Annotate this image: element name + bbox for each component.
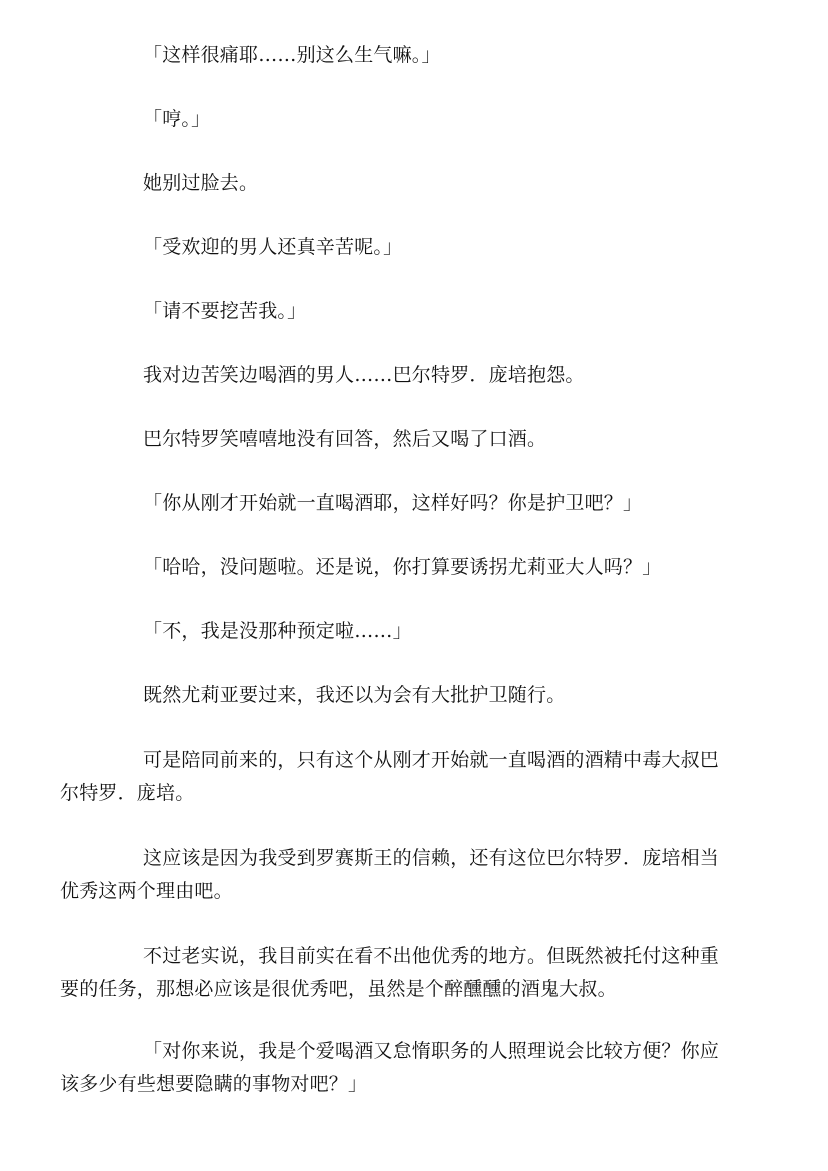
paragraph (143, 487, 642, 520)
paragraph (143, 551, 661, 584)
paragraph (143, 167, 258, 200)
text-line: 「不，我是没那种预定啦……」 (143, 620, 412, 642)
paragraph (60, 1035, 719, 1101)
text-line: 巴尔特罗笑嘻嘻地没有回答，然后又喝了口酒。 (143, 428, 547, 450)
paragraph (143, 359, 585, 392)
paragraph (143, 679, 565, 712)
text-line: 她别过脸去。 (143, 172, 259, 194)
paragraph (60, 940, 719, 1006)
text-line: 「请不要挖苦我。」 (143, 300, 307, 322)
paragraph (143, 615, 412, 648)
text-line: 「你从刚才开始就一直喝酒耶，这样好吗？你是护卫吧？」 (143, 492, 643, 514)
text-line: 「对你来说，我是个爱喝酒又怠惰职务的人照理说会比较方便？你应 (143, 1040, 720, 1062)
text-line: 「受欢迎的男人还真辛苦呢。」 (143, 236, 403, 258)
text-line: 不过老实说，我目前实在看不出他优秀的地方。但既然被托付这种重 (143, 945, 720, 967)
paragraph (143, 295, 306, 328)
text-line: 「这样很痛耶……别这么生气嘛。」 (143, 44, 441, 66)
text-line: 可是陪同前来的，只有这个从刚才开始就一直喝酒的酒精中毒大叔巴 (143, 749, 720, 771)
text-line: 我对边苦笑边喝酒的男人……巴尔特罗．庞培抱怨。 (143, 364, 585, 386)
paragraph (143, 103, 210, 136)
paragraph (143, 231, 402, 264)
paragraph (143, 423, 546, 456)
text-line: 该多少有些想要隐瞒的事物对吧？」 (60, 1073, 368, 1095)
text-line: 要的任务，那想必应该是很优秀吧，虽然是个醉醺醺的酒鬼大叔。 (60, 978, 617, 1000)
text-line: 优秀这两个理由吧。 (60, 880, 233, 902)
paragraph (143, 39, 441, 72)
text-line: 尔特罗．庞培。 (60, 782, 195, 804)
text-line: 「哼。」 (143, 108, 211, 130)
text-line: 既然尤莉亚要过来，我还以为会有大批护卫随行。 (143, 684, 566, 706)
paragraph (60, 744, 719, 810)
paragraph (60, 842, 719, 908)
text-line: 「哈哈，没问题啦。还是说，你打算要诱拐尤莉亚大人吗？」 (143, 556, 662, 578)
text-line: 这应该是因为我受到罗赛斯王的信赖，还有这位巴尔特罗．庞培相当 (143, 847, 720, 869)
